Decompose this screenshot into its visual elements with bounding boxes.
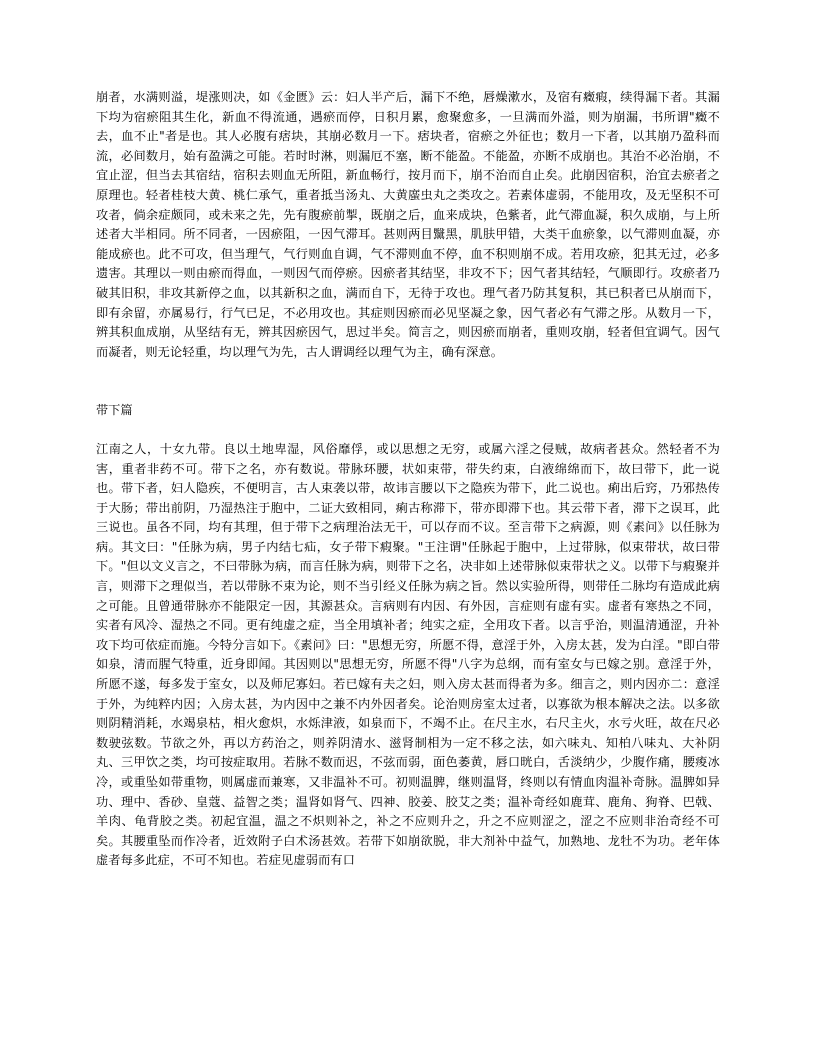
title-spacer — [96, 421, 720, 440]
paragraph-beng-zhe: 崩者，水满则溢，堤涨则决，如《金匮》云：妇人半产后，漏下不绝，唇燥漱水，及宿有癥瘕，续得漏下者。其漏下均为宿瘀阻其生化，新血不得流通，遇瘀而停，日积月累，愈聚愈多，一旦满而外溢，则为崩漏，书所谓"癥不去，血不止"者是也。其人必腹有痞块，其崩必数月一下。痞块者，宿瘀之外征也；数月一下者，以其崩乃盈科而流，必间数月，始有盈满之可能。若时时淋，则漏厄不塞，断不能盈。不能盈，亦断不成崩也。其治不必治崩，不宜止涩，但当去其宿结，宿积去则血无所阻，新血畅行，按月而下，崩不治而自止矣。此崩因宿积，治宜去瘀者之原理也。轻者桂枝大黄、桃仁承气，重者抵当汤丸、大黄䗪虫丸之类攻之。若素体虚弱，不能用攻，及无坚积不可攻者，倘余症颇同，或未来之先，先有腹瘀前掣，既崩之后，血来成块，色紫者，此气滞血凝，积久成崩，与上所述者大半相同。所不同者，一因瘀阻，一因气滞耳。甚则两目黳黑，肌肤甲错，大类干血瘀象，以气滞则血凝，亦能成瘀也。此不可攻，但当理气，气行则血自调，气不滞则血不停，血不积则崩不成。若用攻瘀，犯其无过，必多遗害。其理以一则由瘀而得血，一则因气而停瘀。因瘀者其结坚，非攻不下；因气者其结轻，气顺即行。攻瘀者乃破其旧积，非攻其新停之血，以其新积之血，满而自下，无待于攻也。理气者乃防其复积，其已积者已从崩而下，即有余留，亦属易行，行气已足，不必用攻也。其症则因瘀而必见坚凝之象，因气者必有气滞之彤。从数月一下，辨其积血成崩，从坚结有无，辨其因瘀因气，思过半矣。简言之，则因瘀而崩者，重则攻崩，轻者但宜调气。因气而凝者，则无论轻重，均以理气为先，古人谓调经以理气为主，确有深意。 — [96, 90, 720, 359]
paragraph-daixia-body: 江南之人，十女九带。良以土地卑湿，风俗靡俘，或以思想之无穷，或属六淫之侵贼，故病者甚众。然轻者不为害，重者非药不可。带下之名，亦有数说。带脉环腰，状如束带，带失约束，白液绵绵而下，故曰带下，此一说也。带下者，妇人隐疾，不便明言，古人束袭以带，故讳言腰以下之隐疾为带下，此二说也。痢出后窍，乃邪热传于大肠；带出前阴，乃湿热注于胞中，二证大致相同，痢古称滞下，带亦即滞下也。其云带下者，滞下之误耳，此三说也。虽各不同，均有其理，但于带下之病理治法无干，可以存而不议。至言带下之病源，则《素问》以任脉为病。其文曰："任脉为病，男子内结七疝，女子带下瘕聚。"王注谓"任脉起于胞中，上过带脉，似束带状，故曰带下。"但以文义言之，不曰带脉为病，而言任脉为病，则带下之名，决非如上述带脉似束带状之义。以带下与瘕聚并言，则滞下之理似当，若以带脉不束为论，则不当引经义任脉为病之旨。然以实验所得，则带任二脉均有造成此病之可能。且曾通带脉亦不能限定一因，其源甚众。言病则有内因、有外因，言症则有虚有实。虚者有寒热之不同，实者有风冷、湿热之不同。更有纯虚之症，当全用填补者；纯实之症，全用攻下者。以言乎治，则温清通涩，升补攻下均可依症而施。今特分言如下。《素问》曰："思想无穷，所愿不得，意淫于外，入房太甚，发为白淫。"即白带如泉，清而腥气特重，近身即闻。其因则以"思想无穷，所愿不得"八字为总纲，而有室女与已嫁之别。意淫于外，所愿不遂，每多发于室女，以及师尼寡妇。若已嫁有夫之妇，则入房太甚而得者为多。细言之，则内因亦二：意淫于外，为纯粹内因；入房太甚，为内因中之兼不内外因者矣。论治则房室太过者，以寡欲为根本解决之法。以多欲则阴精消耗，水竭泉枯，相火愈炽，水烁津液，如泉而下，不竭不止。在尺主水，右尺主火，水亏火旺，故在尺必数驶弦数。节欲之外，再以方药治之，则养阴清水、滋肾制相为一定不移之法，如六味丸、知柏八味丸、大补阴丸、三甲饮之类，均可按症取用。若脉不数而迟，不弦而弱，面色萎黄，唇口晄白，舌淡纳少，少腹作痛，腰痠冰冷，或重坠如带重物，则属虚而兼寒，又非温补不可。初则温脾，继则温肾，终则以有情血肉温补奇脉。温脾如异功、理中、香砂、皇蔻、益智之类；温肾如肾气、四神、胶姜、胶艾之类；温补奇经如鹿茸、鹿角、狗脊、巴戟、羊肉、龟背胶之类。初起宜温，温之不炽则补之，补之不应则升之，升之不应则涩之，涩之不应则非治奇经不可矣。其腰重坠而作冷者，近效附子白术汤甚效。若带下如崩欲脱，非大剂补中益气，加熟地、龙牡不为功。老年体虚者每多此症，不可不知也。若症见虚弱而有口 — [96, 441, 720, 868]
section-title-daixia: 带下篇 — [96, 403, 133, 418]
section-spacer — [96, 362, 720, 401]
